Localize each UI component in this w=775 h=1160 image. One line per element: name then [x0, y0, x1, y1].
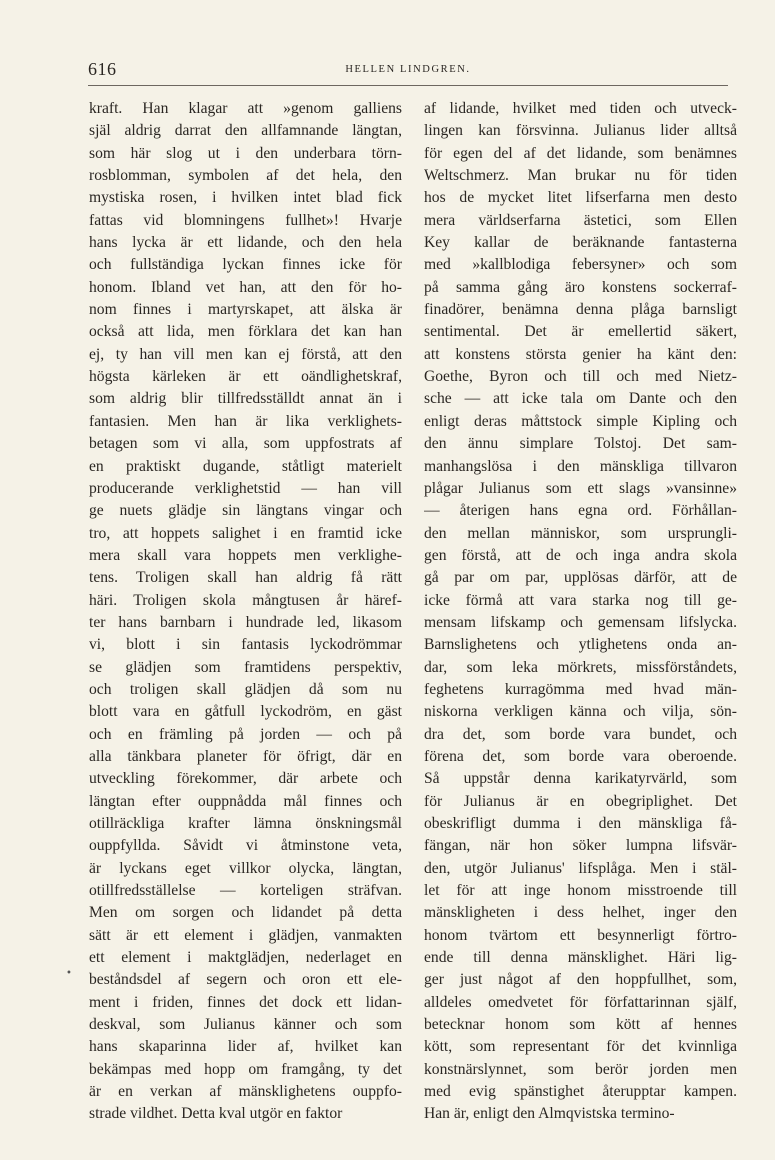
- text-line: ej, ty han vill men kan ej förstå, att den: [89, 345, 402, 363]
- text-line: hans lycka är ett lidande, och den hela: [89, 234, 402, 252]
- text-line: kraft. Han klagar att »genom galliens: [89, 100, 402, 117]
- text-line: ende till denna mänsklighet. Häri lig-: [424, 949, 737, 967]
- text-line: Men om sorgen och lidandet på detta: [89, 904, 402, 922]
- text-line: häri. Troligen skola mångtusen år häref-: [89, 591, 402, 609]
- text-line: manhangslösa i den mänskliga tillvaron: [424, 457, 737, 475]
- text-line: sentimental. Det är emellertid säkert,: [424, 323, 737, 341]
- text-line: kött, som representant för det kvinnliga: [424, 1038, 737, 1056]
- text-line: är en verkan af mänsklighetens ouppfo-: [89, 1083, 402, 1101]
- text-line: den mellan människor, som ursprungli-: [424, 524, 737, 542]
- text-line: gen förstå, att de och inga andra skola: [424, 546, 737, 564]
- text-line: plågar Julianus som ett slags »vansinne»: [424, 479, 737, 497]
- text-line: fantasien. Men han är lika verklighets-: [89, 412, 402, 430]
- margin-mark: •: [66, 968, 72, 979]
- text-line: en praktiskt dugande, ståtligt materielt: [89, 457, 402, 475]
- text-line: Barnslighetens och ytlighetens onda an-: [424, 636, 737, 654]
- text-line: blott vara en gåtfull lyckodröm, en gäst: [89, 703, 402, 721]
- text-line: Weltschmerz. Man brukar nu för tiden: [424, 167, 737, 185]
- running-title: HELLEN LINDGREN.: [345, 64, 471, 75]
- text-line: hans skaparinna lider af, hvilket kan: [89, 1038, 402, 1056]
- text-line: på samma gång äro konstens sockerraf-: [424, 278, 737, 296]
- text-line: otillräckliga krafter lämna önskningsmål: [89, 815, 402, 832]
- text-line: och troligen skall glädjen då som nu: [89, 680, 402, 698]
- text-line: dar, som leka mörkrets, missförståndets,: [424, 658, 737, 676]
- text-line: ett element i maktglädjen, nederlaget en: [89, 949, 402, 967]
- text-line: längtan efter ouppnådda mål finnes och: [89, 792, 402, 810]
- text-line: mystiska rosen, i hvilken intet blad fick: [89, 189, 402, 207]
- text-line: nom finnes i martyrskapet, att älska är: [89, 301, 402, 319]
- text-line: mensam lifskamp och gemensam lifslycka.: [424, 613, 737, 631]
- text-line: ment i friden, finnes det dock ett lidan-: [89, 993, 402, 1011]
- text-line: icke förmå att vara starka nog till ge-: [424, 591, 737, 609]
- text-line: för egen del af det lidande, som benämnes: [424, 144, 737, 162]
- text-line: högsta kärleken är ett oändlighetskraf,: [89, 368, 402, 386]
- text-line: betecknar honom som kött af hennes: [424, 1016, 737, 1034]
- text-line: sätt är ett element i glädjen, vanmakten: [89, 926, 402, 944]
- text-line: honom tvärtom ett besynnerligt förtro-: [424, 926, 737, 944]
- text-line: tens. Troligen skall han aldrig få rätt: [89, 569, 402, 587]
- text-line: beståndsdel af segern och oron ett ele-: [89, 971, 402, 989]
- text-line: som här slog ut i den underbara törn-: [89, 144, 402, 162]
- left-text-column: [89, 98, 402, 1126]
- text-line: vi, blott i sin fantasis lyckodrömmar: [89, 636, 402, 654]
- text-line: honom. Ibland vet han, att den för ho-: [89, 278, 402, 296]
- text-line: är lyckans eget villkor olycka, längtan,: [89, 859, 402, 877]
- text-line: med evig spänstighet återupptar kampen.: [424, 1083, 737, 1101]
- text-line: mänskligheten i dess helhet, inger den: [424, 904, 737, 922]
- text-line: för Julianus är en obegriplighet. Det: [424, 792, 737, 810]
- text-line: den, utgör Julianus' lifsplåga. Men i stäl-: [424, 859, 737, 877]
- text-line: den ännu simplare Tolstoj. Det sam-: [424, 435, 737, 453]
- text-line: rosblomman, symbolen af det hela, den: [89, 167, 402, 185]
- text-line: — återigen hans egna ord. Förhållan-: [424, 502, 737, 520]
- text-line: let för att inge honom misstroende till: [424, 882, 737, 900]
- text-line: Han är, enligt den Almqvistska termino-: [424, 1105, 675, 1123]
- text-line: niskorna verkligen känna och vilja, sön-: [424, 703, 737, 721]
- text-line: alla tänkbara planeter för öfrigt, där en: [89, 747, 402, 765]
- text-line: ger just något af den hoppfullhet, som,: [424, 971, 737, 989]
- text-line: betagen som vi alla, som uppfostrats af: [89, 435, 402, 453]
- text-line: finadörer, benämna denna plåga barnsligt: [424, 301, 737, 319]
- text-line: utveckling förekommer, där arbete och: [89, 770, 402, 788]
- text-line: producerande verklighetstid — han vill: [89, 479, 402, 497]
- text-line: Goethe, Byron och till och med Nietz-: [424, 368, 737, 386]
- text-line: gå par om par, upplösas därför, att de: [424, 569, 737, 587]
- text-line: feghetens kurragömma med hvad män-: [424, 680, 737, 698]
- text-line: lingen kan försvinna. Julianus lider alltså: [424, 122, 737, 140]
- text-line: konstnärslynnet, som berör jorden men: [424, 1060, 737, 1078]
- text-line: ter hans barnbarn i hundrade led, likasom: [89, 613, 402, 631]
- text-line: ouppfyllda. Såvidt vi åtminstone veta,: [89, 837, 402, 855]
- text-line: att konstens största genier ha känt den:: [424, 345, 737, 363]
- text-line: och fullständiga lyckan finnes icke för: [89, 256, 402, 274]
- page-header: [88, 57, 728, 87]
- text-line: dra det, som borde vara bundet, och: [424, 725, 737, 743]
- text-line: obeskrifligt dumma i den mänskliga få-: [424, 815, 737, 832]
- text-line: deskval, som Julianus känner och som: [89, 1016, 402, 1034]
- text-line: strade vildhet. Detta kval utgör en faktor: [89, 1105, 343, 1123]
- right-text-column: [424, 98, 737, 1126]
- text-line: tro, att hoppets salighet i en framtid icke: [89, 524, 402, 542]
- text-line: också att lida, men förklara det kan han: [89, 323, 402, 341]
- text-line: bekämpas med hopp om framgång, ty det: [89, 1060, 402, 1078]
- text-line: som aldrig blir tillfredsställdt annat än i: [89, 390, 402, 408]
- text-line: Key kallar de beräknande fantasterna: [424, 234, 737, 252]
- text-line: fängan, när hon söker lumpna lifsvär-: [424, 837, 737, 855]
- text-line: mera världserfarna ästetici, som Ellen: [424, 211, 737, 229]
- text-line: hos de mycket litet lifserfarna men desto: [424, 189, 737, 207]
- text-line: otillfredsställelse — korteligen sträfvan.: [89, 882, 402, 900]
- text-line: med »kallblodiga febersyner» och som: [424, 256, 737, 274]
- text-line: enligt deras måttstock simple Kipling och: [424, 412, 737, 430]
- text-line: se glädjen som framtidens perspektiv,: [89, 658, 402, 676]
- text-line: alldeles omedvetet för författarinnan själf,: [424, 993, 737, 1011]
- text-line: och en främling på jorden — och på: [89, 725, 402, 743]
- text-line: sche — att icke tala om Dante och den: [424, 390, 737, 408]
- text-line: mera skall vara hoppets men verklighe-: [89, 546, 402, 564]
- text-line: själ aldrig darrat den allfamnande längtan,: [89, 122, 402, 140]
- page-number: 616: [88, 59, 117, 79]
- text-line: Så uppstår denna karikatyrvärld, som: [424, 770, 737, 788]
- text-line: fattas vid blomningens fullhet»! Hvarje: [89, 211, 402, 229]
- header-rule: [88, 85, 728, 86]
- text-line: af lidande, hvilket med tiden och utveck-: [424, 100, 737, 117]
- text-line: förena det, som borde vara oberoende.: [424, 747, 737, 765]
- text-line: ge nuets glädje sin längtans vingar och: [89, 502, 402, 520]
